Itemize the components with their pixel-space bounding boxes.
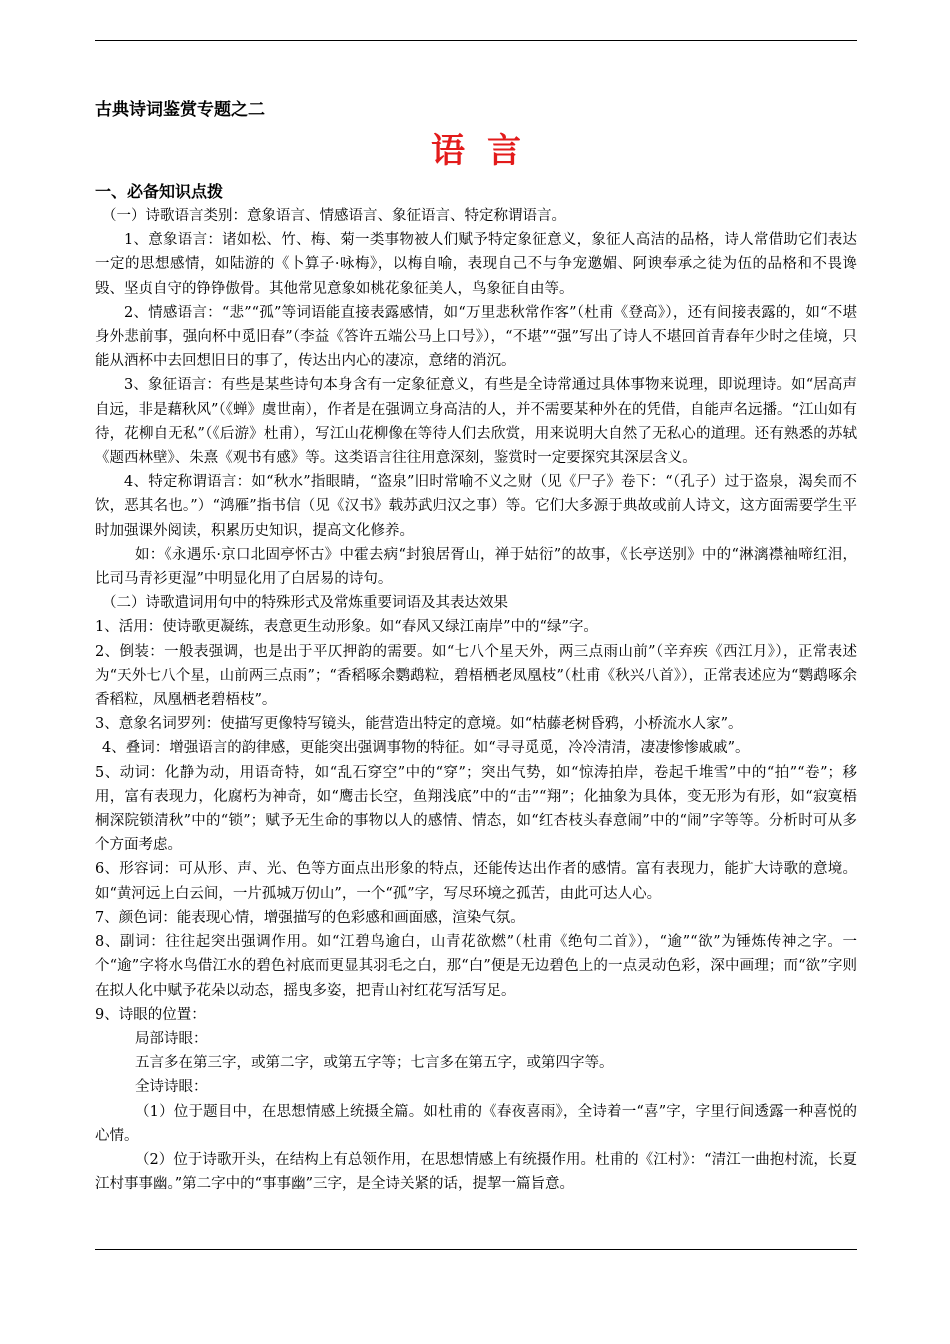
paragraph: （1）位于题目中，在思想情感上统摄全篇。如杜甫的《春夜喜雨》，全诗着一“喜”字，字里行间透露一种喜悦的心情。 (95, 1103, 857, 1144)
paragraph: 1、意象语言：诸如松、竹、梅、菊一类事物被人们赋予特定象征意义，象征人高洁的品格，诗人常借助它们表达一定的思想感情，如陆游的《卜算子·咏梅》，以梅自喻，表现自己不与争宠邀媚、阿谀奉承之徒为伍的品格和不畏谗毁、坚贞自守的铮铮傲骨。其他常见意象如桃花象征美人，鸟象征自由等。 (95, 232, 857, 297)
header-rule (95, 40, 857, 41)
series-title: 古典诗词鉴赏专题之二 (95, 100, 265, 120)
list-item: 9、诗眼的位置： (95, 1006, 206, 1023)
list-item: 7、颜色词：能表现心情，增强描写的色彩感和画面感，渲染气氛。 (95, 909, 525, 926)
section-heading: 一、必备知识点拨 (95, 182, 224, 201)
footer-rule (95, 1249, 857, 1250)
paragraph: 如：《永遇乐·京口北固亭怀古》中霍去病“封狼居胥山，禅于姑衍”的故事，《长亭送别》中的“淋漓襟袖啼红泪，比司马青衫更湿”中明显化用了白居易的诗句。 (95, 546, 857, 588)
paragraph: 3、象征语言：有些是某些诗句本身含有一定象征意义，有些是全诗常通过具体事物来说理，即说理诗。如“居高声自远，非是藉秋风”（《蝉》虞世南），作者是在强调立身高洁的人，并不需要某种外在的凭借，自能声名远播。“江山如有待，花柳自无私”（《后游》杜甫），写江山花柳像在等待人们去欣赏，用来说明大自然了无私心的道理。还有熟悉的苏轼《题西林壁》、朱熹《观书有感》等。这类语言往往用意深刻，鉴赏时一定要探究其深层含义。 (95, 377, 857, 467)
list-item: 5、动词：化静为动，用语奇特，如“乱石穿空”中的“穿”；突出气势，如“惊涛拍岸，卷起千堆雪”中的“拍”“卷”；移用，富有表现力，化腐朽为神奇，如“鹰击长空，鱼翔浅底”中的“击”“翔”；化抽象为具体，变无形为有形，如“寂寞梧桐深院锁清秋”中的“锁”；赋予无生命的事物以人的感情、情态，如“红杏枝头春意闹”中的“闹”字等等。分析时可从多个方面考虑。 (95, 764, 857, 854)
document-body (95, 96, 857, 1196)
list-item: 1、活用：使诗歌更凝练，表意更生动形象。如“春风又绿江南岸”中的“绿”字。 (95, 619, 598, 636)
subsection-heading: （一）诗歌语言类别：意象语言、情感语言、象征语言、特定称谓语言。 (102, 208, 566, 224)
list-item: 4、叠词：增强语言的韵律感，更能突出强调事物的特征。如“寻寻觅觅，冷冷清清，凄凄惨惨戚戚”。 (102, 740, 750, 757)
paragraph: 五言多在第三字，或第二字，或第五字等；七言多在第五字，或第四字等。 (135, 1055, 614, 1072)
list-item: 8、副词：往往起突出强调作用。如“江碧鸟逾白，山青花欲燃”（杜甫《绝句二首》），“逾”“欲”为锤炼传神之字。一个“逾”字将水鸟借江水的碧色衬底而更显其羽毛之白，那“白”便是无边碧色上的一点灵动色彩，深中画理；而“欲”字则在拟人化中赋予花朵以动态，摇曳多姿，把青山衬红花写活写足。 (95, 934, 857, 999)
sub-heading: 全诗诗眼： (135, 1079, 208, 1096)
list-item: 2、倒装：一般表强调，也是出于平仄押韵的需要。如“七八个星天外，两三点雨山前”（辛弃疾《西江月》），正常表述为“天外七八个星，山前两三点雨”；“香稻啄余鹦鹉粒，碧梧栖老凤凰枝”（杜甫《秋兴八首》），正常表述应为“鹦鹉啄余香稻粒，凤凰栖老碧梧枝”。 (95, 643, 857, 709)
paragraph: 4、特定称谓语言：如“秋水”指眼睛，“盗泉”旧时常喻不义之财（见《尸子》卷下：“（孔子）过于盗泉，渴矣而不饮，恶其名也。”）“鸿雁”指书信（见《汉书》载苏武归汉之事）等。它们大多源于典故或前人诗文，这方面需要学生平时加强课外阅读，积累历史知识，提高文化修养。 (95, 474, 857, 539)
sub-heading: 局部诗眼： (135, 1030, 208, 1047)
main-title: 语言 (431, 131, 543, 171)
subsection-heading: （二）诗歌遣词用句中的特殊形式及常炼重要词语及其表达效果 (102, 595, 508, 612)
list-item: 3、意象名词罗列：使描写更像特写镜头，能营造出特定的意境。如“枯藤老树昏鸦，小桥流水人家”。 (95, 716, 743, 733)
list-item: 6、形容词：可从形、声、光、色等方面点出形象的特点，还能传达出作者的感情。富有表现力，能扩大诗歌的意境。如“黄河远上白云间，一片孤城万仞山”，一个“孤”字，写尽环境之孤苦，由此可达人心。 (95, 861, 857, 902)
paragraph: 2、情感语言：“悲”“孤”等词语能直接表露感情，如“万里悲秋常作客”（杜甫《登高》），还有间接表露的，如“不堪身外悲前事，强向杯中觅旧春”（李益《答许五端公马上口号》），“不堪”“强”写出了诗人不堪回首青春年少时之佳境，只能从酒杯中去回想旧日的事了，传达出内心的凄凉，意绪的消沉。 (95, 304, 857, 370)
paragraph: （2）位于诗歌开头，在结构上有总领作用，在思想情感上有统摄作用。杜甫的《江村》：“清江一曲抱村流，长夏江村事事幽。”第二字中的“事事幽”三字，是全诗关紧的话，提挈一篇旨意。 (95, 1151, 857, 1193)
